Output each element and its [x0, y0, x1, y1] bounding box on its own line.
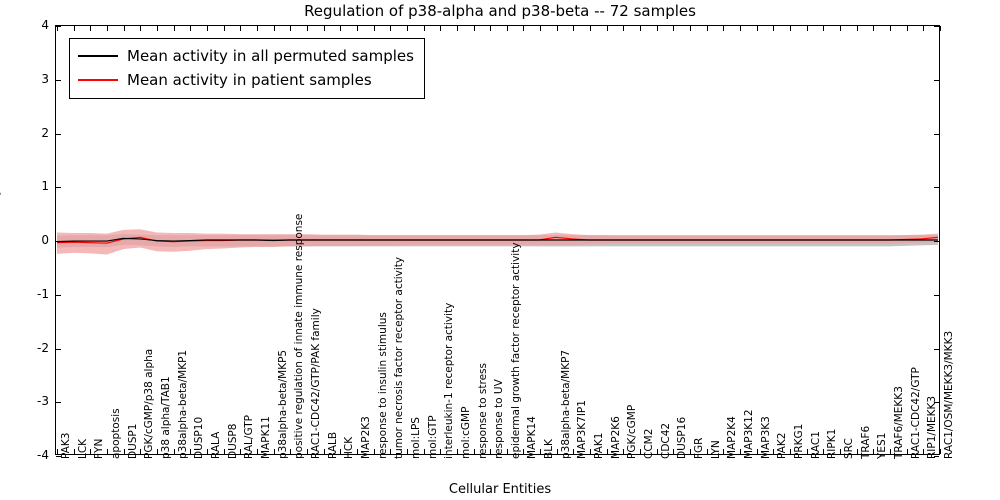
x-tick: [207, 449, 208, 454]
x-tick-label: MAP2K6: [609, 416, 622, 459]
x-tick: [590, 449, 591, 454]
x-tick: [757, 449, 758, 454]
x-tick: [723, 26, 724, 31]
x-tick-label: p38alpha-beta/MKP5: [276, 349, 289, 459]
x-tick: [607, 26, 608, 31]
x-tick-label: MAPK14: [526, 416, 539, 459]
x-tick: [840, 449, 841, 454]
x-tick: [840, 26, 841, 31]
x-tick: [907, 449, 908, 454]
x-tick-label: RAC1-CDC42/GTP/PAK family: [309, 308, 322, 459]
x-tick: [507, 26, 508, 31]
x-tick-label: RAL/GTP: [243, 415, 256, 459]
x-tick: [340, 26, 341, 31]
x-tick: [357, 449, 358, 454]
x-tick: [407, 26, 408, 31]
x-tick: [140, 26, 141, 31]
x-tick: [257, 449, 258, 454]
x-tick: [274, 26, 275, 31]
x-tick: [507, 449, 508, 454]
y-tick-label: 1: [41, 179, 49, 194]
y-tick: [56, 241, 61, 242]
x-tick: [923, 26, 924, 31]
x-tick: [557, 26, 558, 31]
x-tick: [324, 449, 325, 454]
x-tick: [124, 26, 125, 31]
x-tick: [657, 26, 658, 31]
x-tick: [623, 449, 624, 454]
legend-label-permuted: Mean activity in all permuted samples: [127, 47, 414, 65]
y-tick: [934, 241, 939, 242]
x-tick: [157, 26, 158, 31]
x-tick: [657, 449, 658, 454]
x-tick: [140, 449, 141, 454]
x-tick-label: HCK: [343, 436, 356, 459]
y-tick: [56, 349, 61, 350]
x-tick-label: mol:GTP: [426, 415, 439, 459]
x-tick: [640, 26, 641, 31]
x-tick: [890, 449, 891, 454]
x-tick: [257, 26, 258, 31]
x-tick: [424, 449, 425, 454]
x-tick: [873, 449, 874, 454]
x-tick: [673, 449, 674, 454]
x-tick: [823, 449, 824, 454]
legend-item-patient: [78, 68, 414, 92]
y-tick: [934, 349, 939, 350]
x-tick: [390, 26, 391, 31]
x-tick: [474, 449, 475, 454]
x-tick-label: p38 alpha/TAB1: [159, 376, 172, 459]
x-tick-label: RALA: [209, 431, 222, 459]
x-tick: [940, 449, 941, 454]
x-tick: [274, 449, 275, 454]
y-tick-label: -2: [37, 340, 49, 355]
x-tick: [857, 449, 858, 454]
x-tick-label: PGK/cGMP: [626, 404, 639, 459]
x-tick-label: LYN: [709, 440, 722, 459]
x-tick-label: p38alpha-beta/MKP1: [176, 349, 189, 459]
x-tick-label: positive regulation of innate immune response: [293, 213, 306, 459]
y-tick-label: -1: [37, 286, 49, 301]
x-tick: [74, 26, 75, 31]
x-tick-label: FGR: [693, 437, 706, 459]
x-tick-label: p38alpha-beta/MKP7: [559, 349, 572, 459]
x-tick-label: MAP2K3: [359, 416, 372, 459]
x-tick-label: apoptosis: [109, 408, 122, 459]
x-tick: [640, 449, 641, 454]
x-tick-label: interleukin-1 receptor activity: [443, 302, 456, 459]
x-tick: [607, 449, 608, 454]
y-tick: [934, 295, 939, 296]
y-tick: [56, 80, 61, 81]
x-tick: [224, 449, 225, 454]
x-tick: [324, 26, 325, 31]
y-tick: [934, 80, 939, 81]
x-tick-label: PAK3: [60, 432, 72, 459]
y-tick-label: 0: [41, 233, 49, 247]
x-tick: [207, 26, 208, 31]
x-tick: [773, 449, 774, 454]
x-tick-label: epidermal growth factor receptor activity: [509, 242, 522, 459]
x-tick-label: LCK: [76, 438, 89, 459]
x-tick-label: BLK: [543, 439, 556, 459]
x-axis-label: Cellular Entities: [448, 482, 552, 497]
x-tick: [174, 26, 175, 31]
y-tick: [56, 187, 61, 188]
y-tick: [934, 187, 939, 188]
x-tick-label: response to stress: [476, 363, 489, 459]
x-tick: [174, 449, 175, 454]
x-tick-label: PGK/cGMP/p38 alpha: [143, 348, 156, 459]
x-tick: [923, 449, 924, 454]
x-tick: [940, 26, 941, 31]
x-tick: [557, 449, 558, 454]
x-tick-label: PRKG1: [793, 423, 806, 459]
x-tick: [707, 26, 708, 31]
x-tick: [90, 26, 91, 31]
y-tick-label: 3: [41, 71, 49, 86]
y-tick-label: -4: [37, 448, 49, 462]
x-tick-label: TRAF6/MEKK3: [893, 386, 906, 459]
x-tick: [374, 26, 375, 31]
x-tick: [107, 449, 108, 454]
x-tick: [107, 26, 108, 31]
patient-band: [57, 229, 938, 254]
x-tick: [740, 26, 741, 31]
x-tick: [873, 26, 874, 31]
x-tick-label: TRAF6: [859, 425, 872, 459]
x-tick-label: MAP3K3: [759, 416, 772, 459]
x-tick-label: MAP3K7IP1: [576, 400, 589, 459]
x-tick: [790, 26, 791, 31]
x-tick: [190, 449, 191, 454]
x-tick: [390, 449, 391, 454]
x-tick: [857, 26, 858, 31]
x-tick: [124, 449, 125, 454]
x-tick: [573, 26, 574, 31]
x-tick: [573, 449, 574, 454]
x-tick: [440, 449, 441, 454]
x-tick: [440, 26, 441, 31]
x-tick-label: RAC1: [809, 431, 822, 459]
x-tick-label: SRC: [843, 438, 856, 459]
x-tick-label: RIP1/MEKK3: [926, 395, 939, 459]
x-tick-label: mol:cGMP: [459, 406, 472, 459]
x-tick: [474, 26, 475, 31]
x-tick-label: RIPK1: [826, 428, 839, 459]
x-tick-label: DUSP16: [676, 416, 689, 459]
x-tick: [190, 26, 191, 31]
x-tick: [690, 26, 691, 31]
x-tick: [623, 26, 624, 31]
x-tick-label: tumor necrosis factor receptor activity: [393, 256, 406, 459]
x-tick-label: PAK2: [776, 432, 789, 459]
x-tick: [523, 449, 524, 454]
x-tick-label: RAC1/OSM/MEKK3/MKK3: [943, 330, 955, 459]
x-tick: [790, 449, 791, 454]
y-tick-label: 4: [41, 18, 49, 32]
legend-swatch-patient: [78, 79, 118, 81]
x-tick-label: FYN: [93, 438, 106, 459]
x-tick-label: mol:LPS: [409, 417, 422, 459]
x-tick: [57, 449, 58, 454]
x-tick-label: CDC42: [659, 422, 672, 459]
legend: [69, 38, 425, 99]
x-tick-label: YES1: [876, 432, 889, 459]
x-tick-label: response to UV: [493, 379, 506, 459]
x-tick: [690, 449, 691, 454]
x-tick-label: DUSP8: [226, 423, 239, 459]
x-tick: [490, 449, 491, 454]
x-tick: [757, 26, 758, 31]
x-tick: [523, 26, 524, 31]
x-tick: [740, 449, 741, 454]
x-tick-label: MAP2K4: [726, 416, 739, 459]
x-tick: [807, 26, 808, 31]
chart-title: Regulation of p38-alpha and p38-beta -- 72 samples: [304, 2, 696, 20]
x-tick-label: CCM2: [643, 428, 656, 459]
x-tick: [307, 449, 308, 454]
y-tick-label: 2: [41, 125, 49, 140]
x-tick-label: MAP3K12: [743, 409, 756, 459]
x-tick: [707, 449, 708, 454]
x-tick: [407, 449, 408, 454]
x-tick: [290, 449, 291, 454]
x-tick: [673, 26, 674, 31]
x-tick: [424, 26, 425, 31]
x-tick: [224, 26, 225, 31]
legend-swatch-permuted: [78, 55, 118, 57]
x-tick-label: DUSP1: [126, 423, 139, 459]
x-tick: [74, 449, 75, 454]
x-tick: [823, 26, 824, 31]
y-tick: [934, 26, 939, 27]
x-tick: [457, 449, 458, 454]
y-tick: [56, 134, 61, 135]
x-tick: [723, 449, 724, 454]
x-tick-label: RALB: [326, 431, 339, 459]
x-tick: [240, 449, 241, 454]
x-tick: [890, 26, 891, 31]
legend-label-patient: Mean activity in patient samples: [127, 71, 372, 89]
x-tick: [374, 449, 375, 454]
y-axis-label: [0, 188, 2, 292]
x-tick-label: response to insulin stimulus: [376, 312, 389, 459]
x-tick-label: RAC1-CDC42/GTP: [909, 367, 922, 459]
x-tick: [773, 26, 774, 31]
x-tick: [240, 26, 241, 31]
x-tick: [90, 449, 91, 454]
x-tick-label: MAPK11: [259, 416, 272, 459]
x-tick: [540, 26, 541, 31]
x-tick: [907, 26, 908, 31]
x-tick: [590, 26, 591, 31]
y-tick: [934, 134, 939, 135]
x-tick: [540, 449, 541, 454]
x-tick: [157, 449, 158, 454]
legend-item-permuted: [78, 44, 414, 68]
x-tick: [290, 26, 291, 31]
x-tick: [57, 26, 58, 31]
x-tick: [307, 26, 308, 31]
x-tick: [490, 26, 491, 31]
y-tick: [56, 295, 61, 296]
x-tick: [340, 449, 341, 454]
y-tick-label: -3: [37, 394, 49, 409]
x-tick: [457, 26, 458, 31]
x-tick: [357, 26, 358, 31]
x-tick-label: PAK1: [593, 432, 606, 459]
x-tick-label: DUSP10: [193, 416, 206, 459]
y-tick: [56, 402, 61, 403]
x-tick: [807, 449, 808, 454]
